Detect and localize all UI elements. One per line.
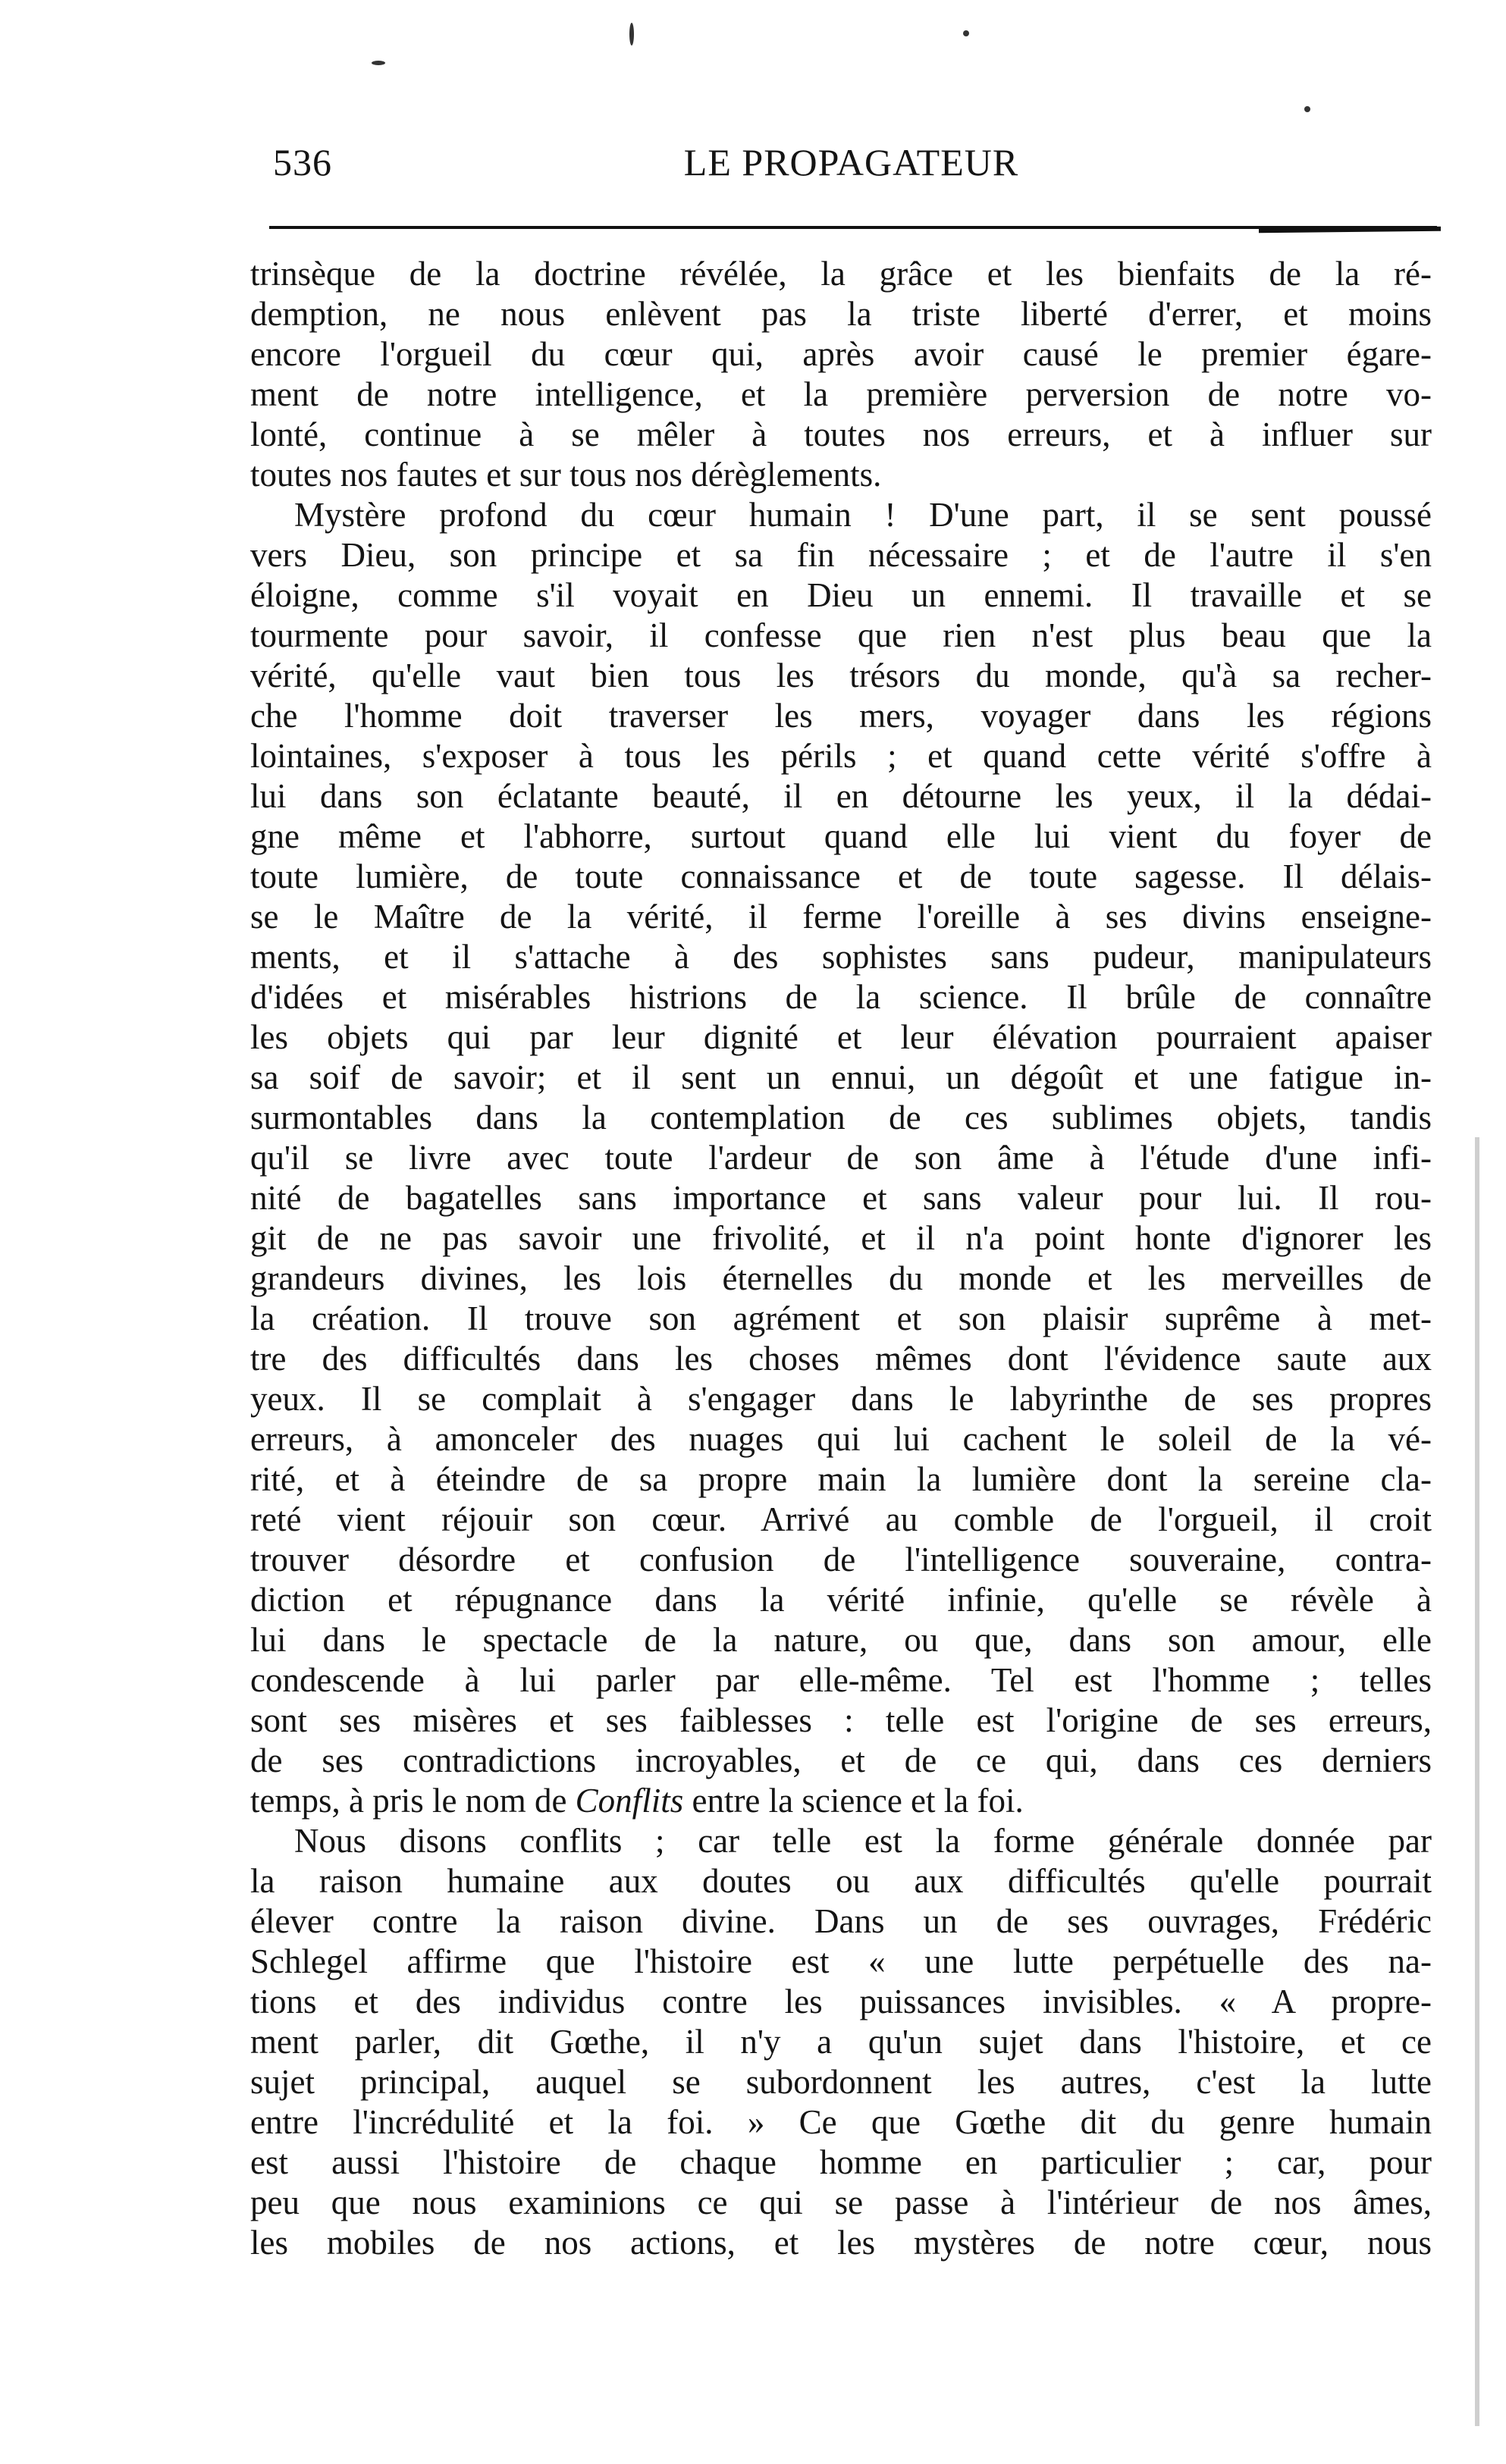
- text-line: Nous disons conflits ; car telle est la forme générale donnée par: [294, 1822, 1432, 1860]
- text-line: grandeurs divines, les lois éternelles du monde et les merveilles de: [250, 1259, 1432, 1297]
- text-line: vers Dieu, son principe et sa fin nécessaire ; et de l'autre il s'en: [250, 536, 1432, 574]
- text-line: diction et répugnance dans la vérité infinie, qu'elle se révèle à: [250, 1581, 1432, 1619]
- header-rule-flourish: [1259, 227, 1441, 234]
- text-line: lointaines, s'exposer à tous les périls ; et quand cette vérité s'offre à: [250, 737, 1432, 775]
- text-line: peu que nous examinions ce qui se passe à l'intérieur de nos âmes,: [250, 2183, 1432, 2221]
- text-line: trinsèque de la doctrine révélée, la grâce et les bienfaits de la ré-: [250, 255, 1432, 293]
- text-line: entre l'incrédulité et la foi. » Ce que Gœthe dit du genre humain: [250, 2103, 1432, 2141]
- page-number: 536: [273, 141, 332, 183]
- text-line: che l'homme doit traverser les mers, voyager dans les régions: [250, 697, 1432, 735]
- text-line: sujet principal, auquel se subordonnent les autres, c'est la lutte: [250, 2063, 1432, 2101]
- text-line: gne même et l'abhorre, surtout quand elle lui vient du foyer de: [250, 817, 1432, 855]
- text-line: temps, à pris le nom de Conflits entre la science et la foi.: [250, 1782, 1024, 1820]
- text-line: rité, et à éteindre de sa propre main la lumière dont la sereine cla-: [250, 1460, 1432, 1498]
- text-line: se le Maître de la vérité, il ferme l'oreille à ses divins enseigne-: [250, 898, 1432, 936]
- text-line: git de ne pas savoir une frivolité, et il n'a point honte d'ignorer les: [250, 1219, 1432, 1257]
- text-line: tions et des individus contre les puissances invisibles. « A propre-: [250, 1983, 1432, 2020]
- text-line: lui dans le spectacle de la nature, ou que, dans son amour, elle: [250, 1621, 1432, 1659]
- text-line: trouver désordre et confusion de l'intelligence souveraine, contra-: [250, 1541, 1432, 1578]
- text-line: erreurs, à amonceler des nuages qui lui cachent le soleil de la vé-: [250, 1420, 1432, 1458]
- text-line: élever contre la raison divine. Dans un de ses ouvrages, Frédéric: [250, 1902, 1432, 1940]
- text-line: reté vient réjouir son cœur. Arrivé au comble de l'orgueil, il croit: [250, 1500, 1432, 1538]
- text-line: sont ses misères et ses faiblesses : telle est l'origine de ses erreurs,: [250, 1701, 1432, 1739]
- text-line: lui dans son éclatante beauté, il en détourne les yeux, il la dédai-: [250, 777, 1432, 815]
- text-line: ment de notre intelligence, et la première perversion de notre vo-: [250, 375, 1432, 413]
- text-line: toute lumière, de toute connaissance et de toute sagesse. Il délais-: [250, 857, 1432, 895]
- text-line: vérité, qu'elle vaut bien tous les trésors du monde, qu'à sa recher-: [250, 657, 1432, 694]
- scan-speck: [963, 30, 969, 36]
- text-line: encore l'orgueil du cœur qui, après avoir causé le premier égare-: [250, 335, 1432, 373]
- text-line: surmontables dans la contemplation de ces sublimes objets, tandis: [250, 1099, 1432, 1136]
- text-line: toutes nos fautes et sur tous nos dérèglements.: [250, 456, 882, 494]
- text-line: ment parler, dit Gœthe, il n'y a qu'un sujet dans l'histoire, et ce: [250, 2023, 1432, 2061]
- text-line: éloigne, comme s'il voyait en Dieu un ennemi. Il travaille et se: [250, 576, 1432, 614]
- text-line: Schlegel affirme que l'histoire est « une lutte perpétuelle des na-: [250, 1942, 1432, 1980]
- text-line: tre des difficultés dans les choses mêmes dont l'évidence saute aux: [250, 1340, 1432, 1378]
- text-line: tourmente pour savoir, il confesse que rien n'est plus beau que la: [250, 616, 1432, 654]
- scan-speck: [1304, 106, 1310, 112]
- text-line: la raison humaine aux doutes ou aux difficultés qu'elle pourrait: [250, 1862, 1432, 1900]
- text-line: d'idées et misérables histrions de la science. Il brûle de connaître: [250, 978, 1432, 1016]
- text-line: lonté, continue à se mêler à toutes nos erreurs, et à influer sur: [250, 415, 1432, 453]
- text-line: condescende à lui parler par elle-même. Tel est l'homme ; telles: [250, 1661, 1432, 1699]
- running-title: LE PROPAGATEUR: [683, 141, 1019, 183]
- text-line: qu'il se livre avec toute l'ardeur de son âme à l'étude d'une infi-: [250, 1139, 1432, 1177]
- text-line: les mobiles de nos actions, et les mystères de notre cœur, nous: [250, 2224, 1432, 2262]
- text-line: sa soif de savoir; et il sent un ennui, un dégoût et une fatigue in-: [250, 1058, 1432, 1096]
- text-line: les objets qui par leur dignité et leur élévation pourraient apaiser: [250, 1018, 1432, 1056]
- text-line: ments, et il s'attache à des sophistes sans pudeur, manipulateurs: [250, 938, 1432, 976]
- text-line: demption, ne nous enlèvent pas la triste liberté d'errer, et moins: [250, 295, 1432, 333]
- scan-speck: [629, 23, 634, 45]
- text-line: de ses contradictions incroyables, et de ce qui, dans ces derniers: [250, 1741, 1432, 1779]
- scan-speck: [372, 61, 385, 65]
- text-line: est aussi l'histoire de chaque homme en particulier ; car, pour: [250, 2143, 1432, 2181]
- body-text: [250, 254, 1432, 2263]
- text-line: Mystère profond du cœur humain ! D'une part, il se sent poussé: [294, 496, 1432, 534]
- scan-margin-shadow: [1475, 1137, 1479, 2426]
- text-line: yeux. Il se complait à s'engager dans le labyrinthe de ses propres: [250, 1380, 1432, 1418]
- text-line: la création. Il trouve son agrément et son plaisir suprême à met-: [250, 1299, 1432, 1337]
- text-line: nité de bagatelles sans importance et sans valeur pour lui. Il rou-: [250, 1179, 1432, 1217]
